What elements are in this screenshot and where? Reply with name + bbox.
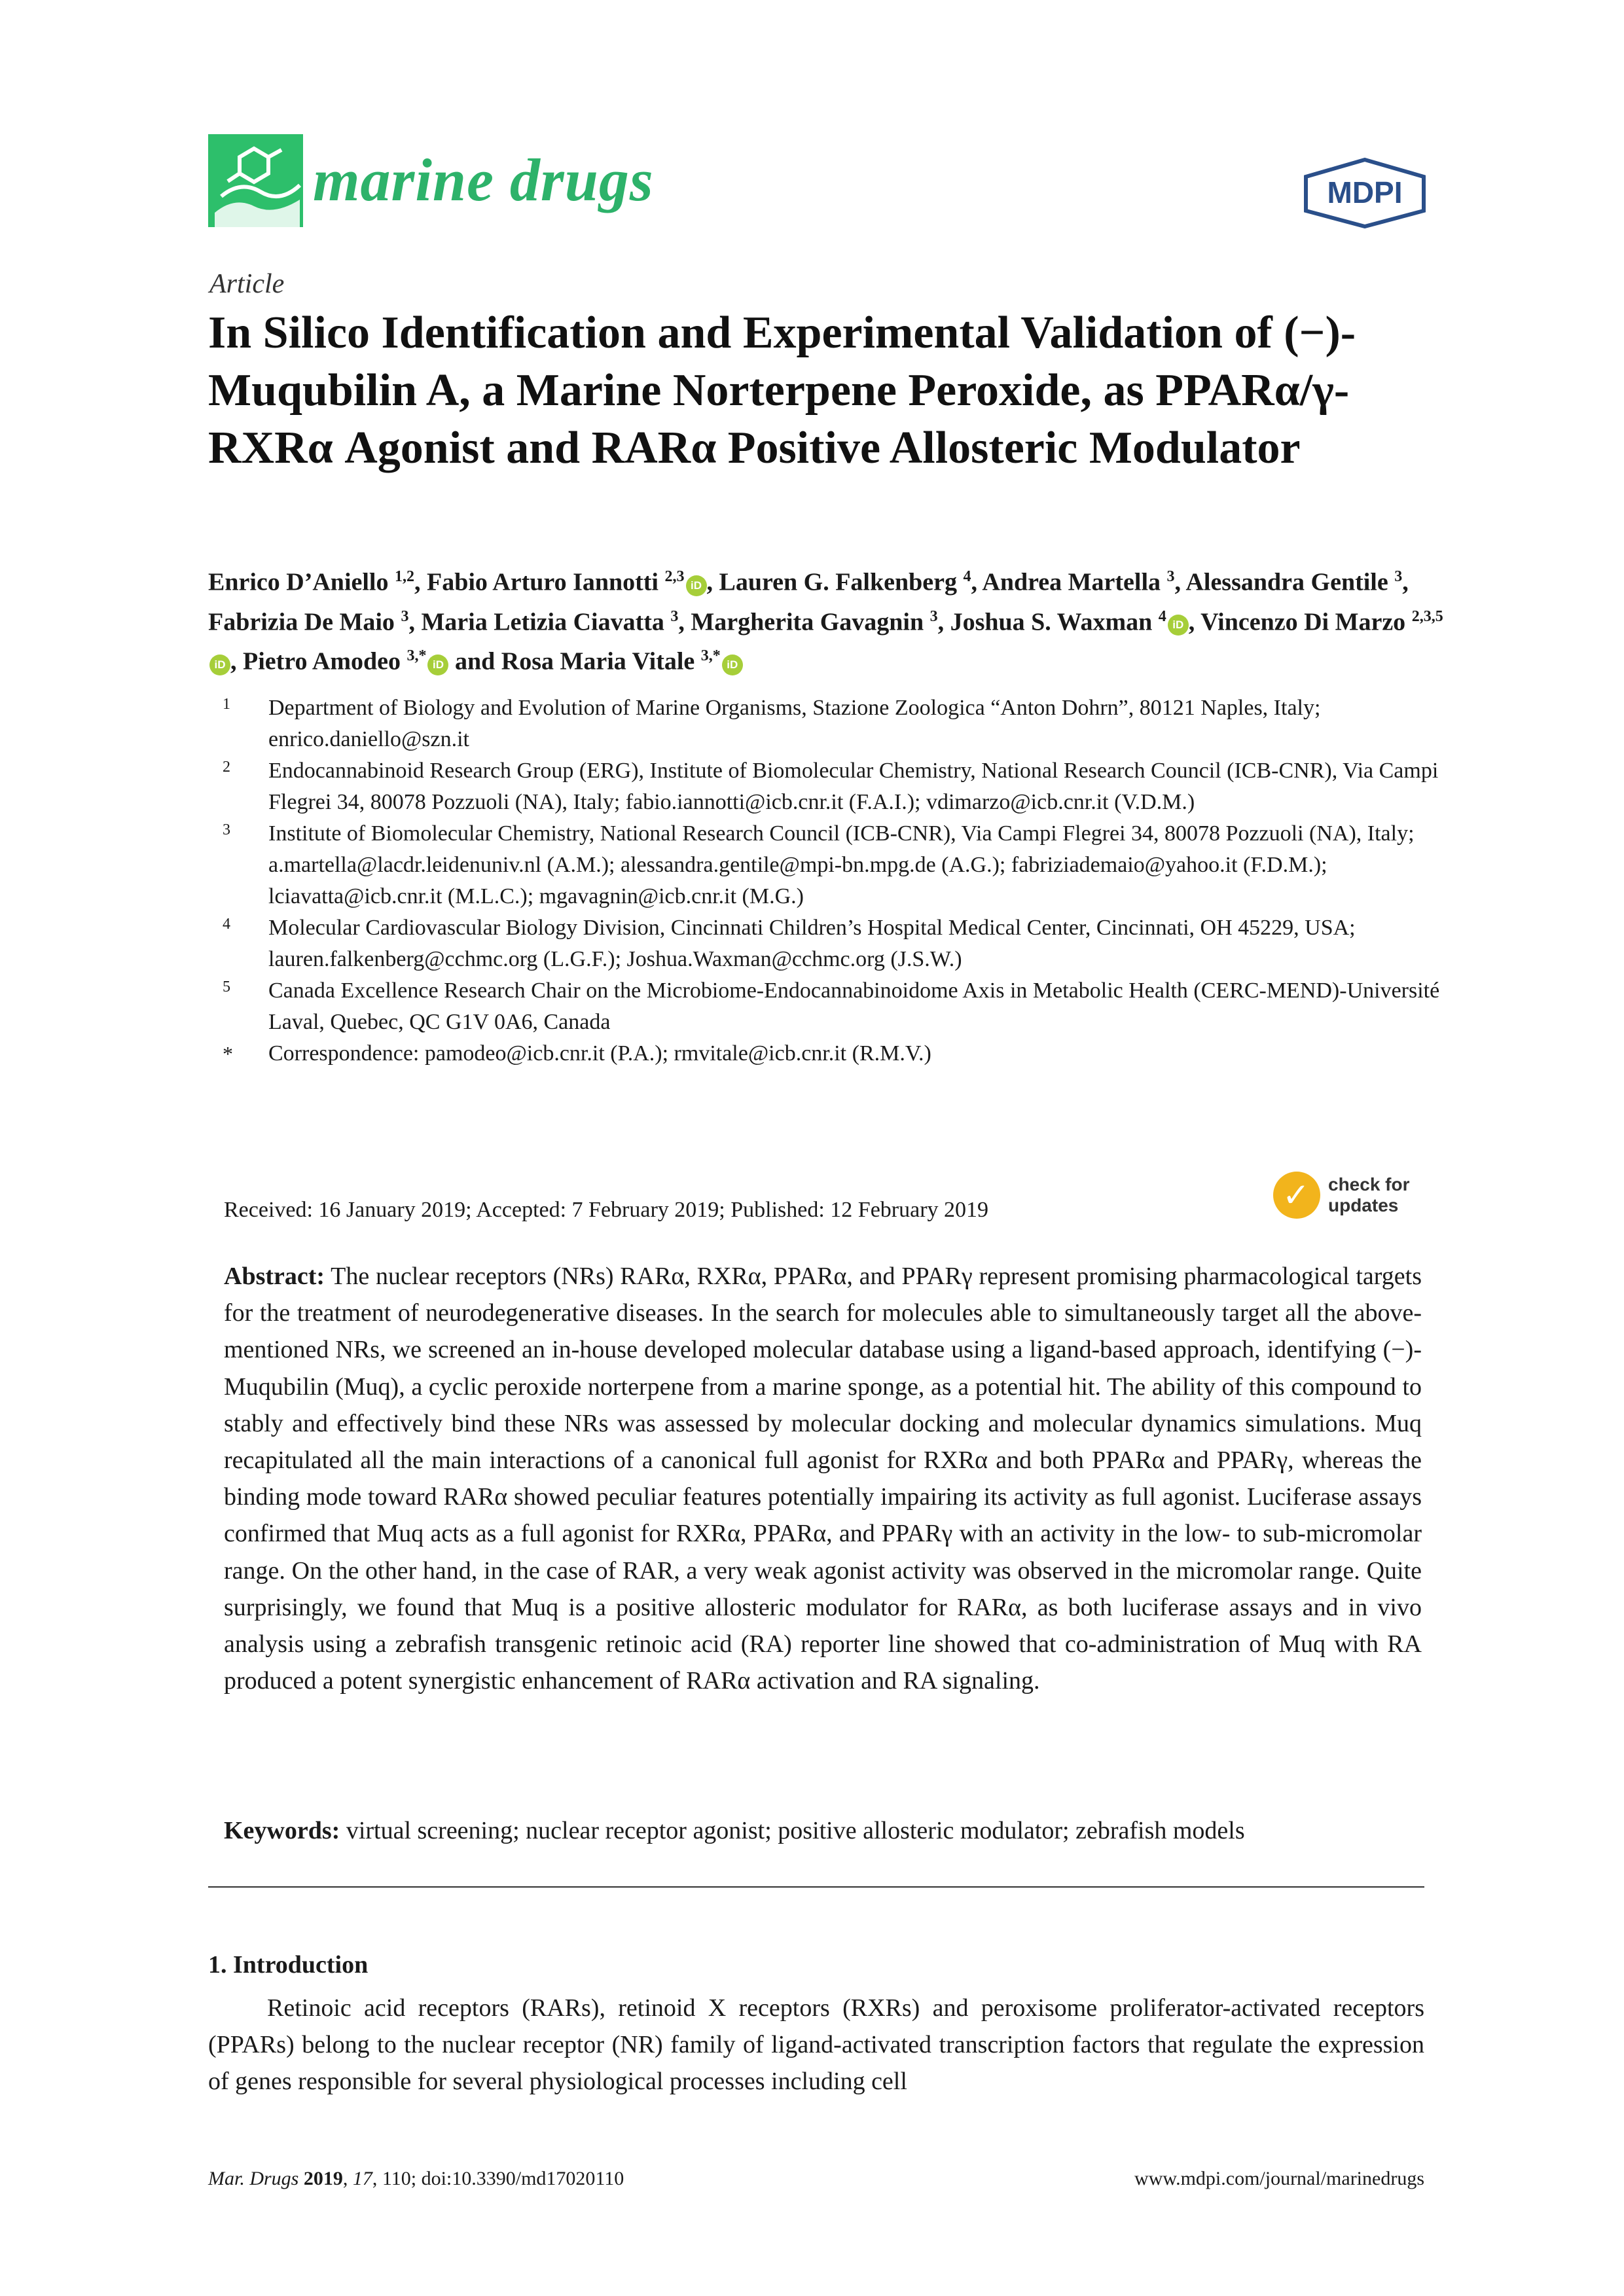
author-separator: , [1188,608,1201,636]
affiliation-text: Endocannabinoid Research Group (ERG), Institute of Biomolecular Chemistry, National Research Council (ICB-CNR), Via Campi Flegrei 34, 80078 Pozzuoli (NA), Italy; fabio.iannotti@icb.cnr.it (F.A.I.); vdimarzo@icb.cnr.it (V.D.M.) [268,759,1439,814]
author-name: Joshua S. Waxman [950,608,1153,636]
orcid-icon[interactable]: iD [209,655,230,675]
footer-volume: 17 [352,2168,372,2189]
author-affiliation-marker: 4 [1158,607,1166,625]
author-separator: , [678,608,691,636]
author-name: Pietro Amodeo [243,647,401,675]
article-type: Article [209,269,285,299]
affiliation-text: Institute of Biomolecular Chemistry, National Research Council (ICB-CNR), Via Campi Flegrei 34, 80078 Pozzuoli (NA), Italy; a.martella@lacdr.leidenuniv.nl (A.M.); alessandra.gentile@mpi-bn.mpg.de (A.G.); fabriziademaio@yahoo.it (F.D.M.); lciavatta@icb.cnr.it (M.L.C.); mgavagnin@icb.cnr.it (M.G.) [268,821,1415,908]
author-name: Fabrizia De Maio [208,608,395,636]
footer-doi: , 110; doi:10.3390/md17020110 [372,2168,624,2189]
affiliation-number: 3 [223,821,230,838]
orcid-icon[interactable]: iD [722,655,743,675]
author-name: Alessandra Gentile [1185,568,1388,596]
keywords [224,1813,1435,1848]
author-affiliation-marker: 3 [670,607,679,625]
footer-journal: Mar. Drugs [208,2168,299,2189]
abstract [224,1258,1422,1699]
affiliation-item [216,755,1447,818]
author-separator: , [414,568,427,596]
orcid-icon[interactable]: iD [1168,615,1189,636]
journal-logo-icon [208,134,303,227]
orcid-icon[interactable]: iD [427,655,448,675]
affiliation-number: 1 [223,696,230,713]
mdpi-logo-icon [1299,157,1430,229]
author-affiliation-marker: 2,3,5 [1411,607,1443,625]
author-separator: and [448,647,501,675]
author-separator: , [230,647,243,675]
abstract-text: The nuclear receptors (NRs) RARα, RXRα, PPARα, and PPARγ represent promising pharmacological targets for the treatment of neurodegenerative diseases. In the search for molecules able to simultaneously target all the above-mentioned NRs, we screened an in-house developed molecular database using a ligand-based approach, identifying (−)-Muqubilin (Muq), a cyclic peroxide norterpene from a marine sponge, as a potential hit. The ability of this compound to stably and effectively bind these NRs was assessed by molecular docking and molecular dynamics simulations. Muq recapitulated all the main interactions of a canonical full agonist for RXRα and both PPARα and PPARγ, whereas the binding mode toward RARα showed peculiar features potentially impairing its activity as full agonist. Luciferase assays confirmed that Muq acts as a full agonist for RXRα, PPARα, and PPARγ with an activity in the low- to sub-micromolar range. On the other hand, in the case of RAR, a very weak agonist activity was observed in the micromolar range. Quite surprisingly, we found that Muq is a positive allosteric modulator for RARα, as both luciferase assays and in vivo analysis using a zebrafish transgenic retinoic acid (RA) reporter line showed that co-administration of Muq with RA produced a potent synergistic enhancement of RARα activation and RA signaling. [224,1263,1422,1695]
abstract-label: Abstract: [224,1263,325,1290]
footer-year: 2019 [303,2168,343,2189]
author-separator: , [937,608,950,636]
check-updates-line1: check for [1328,1174,1410,1194]
affiliation-number: 4 [223,916,230,933]
author-separator: , [971,568,983,596]
author-affiliation-marker: 3 [929,607,938,625]
affiliation-list [216,692,1447,1069]
author-affiliation-marker: 2,3 [664,568,685,585]
keywords-label: Keywords: [224,1817,340,1844]
affiliation-item [216,692,1447,755]
article-title: In Silico Identification and Experimental Validation of (−)-Muqubilin A, a Marine Norterpene Peroxide, as PPARα/γ-RXRα Agonist and RARα Positive Allosteric Modulator [208,308,1356,473]
affiliation-number: 5 [223,978,230,996]
affiliation-item [216,975,1447,1038]
affiliation-item [216,912,1447,975]
check-updates-line2: updates [1328,1195,1399,1215]
keywords-text: virtual screening; nuclear receptor agonist; positive allosteric modulator; zebrafish models [346,1817,1245,1844]
affiliation-text: Correspondence: pamodeo@icb.cnr.it (P.A.); rmvitale@icb.cnr.it (R.M.V.) [268,1041,931,1066]
author-name: Vincenzo Di Marzo [1200,608,1406,636]
author-separator: , [1402,568,1409,596]
author-name: Rosa Maria Vitale [501,647,695,675]
publication-dates: Received: 16 January 2019; Accepted: 7 February 2019; Published: 12 February 2019 [224,1198,989,1222]
section-heading-introduction: 1. Introduction [208,1951,369,1979]
author-name: Andrea Martella [982,568,1161,596]
author-affiliation-marker: 3,* [700,647,721,665]
affiliation-item [216,1038,1447,1069]
footer-url[interactable]: www.mdpi.com/journal/marinedrugs [1134,2168,1424,2189]
author-name: Lauren G. Falkenberg [719,568,957,596]
author-separator: , [706,568,719,596]
check-for-updates-badge[interactable] [1273,1172,1430,1224]
publisher-name: MDPI [1327,175,1403,209]
author-name: Fabio Arturo Iannotti [426,568,659,596]
author-affiliation-marker: 3 [1166,568,1175,585]
affiliation-number: 2 [223,759,230,776]
affiliation-number: * [223,1042,233,1066]
footer-citation: Mar. Drugs 2019, 17, 110; doi:10.3390/md17020110 [208,2168,624,2189]
affiliation-text: Department of Biology and Evolution of Marine Organisms, Stazione Zoologica “Anton Dohrn”, 80121 Naples, Italy; enrico.daniello@szn.it [268,696,1321,751]
author-name: Enrico D’Aniello [208,568,389,596]
author-list [208,560,1452,679]
author-name: Margherita Gavagnin [691,608,924,636]
author-separator: , [408,608,422,636]
affiliation-text: Molecular Cardiovascular Biology Division, Cincinnati Children’s Hospital Medical Center, Cincinnati, OH 45229, USA; lauren.falkenberg@cchmc.org (L.G.F.); Joshua.Waxman@cchmc.org (J.S.W.) [268,916,1356,971]
section-divider [208,1886,1424,1888]
author-affiliation-marker: 3,* [406,647,427,665]
orcid-icon[interactable]: iD [686,575,707,596]
affiliation-text: Canada Excellence Research Chair on the Microbiome-Endocannabinoidome Axis in Metabolic Health (CERC-MEND)-Université Laval, Quebec, QC G1V 0A6, Canada [268,978,1440,1034]
author-name: Maria Letizia Ciavatta [421,608,664,636]
check-updates-icon: ✓ [1273,1172,1320,1219]
author-affiliation-marker: 1,2 [394,568,414,585]
author-affiliation-marker: 3 [1394,568,1403,585]
journal-name: marine drugs [313,147,654,213]
introduction-text: Retinoic acid receptors (RARs), retinoid X receptors (RXRs) and peroxisome proliferator-activated receptors (PPARs) belong to the nuclear receptor (NR) family of ligand-activated transcription factors that regulate the expression of genes responsible for several physiological processes including cell [208,1994,1424,2095]
author-separator: , [1174,568,1186,596]
author-affiliation-marker: 3 [401,607,409,625]
author-affiliation-marker: 4 [963,568,971,585]
affiliation-item [216,818,1447,912]
